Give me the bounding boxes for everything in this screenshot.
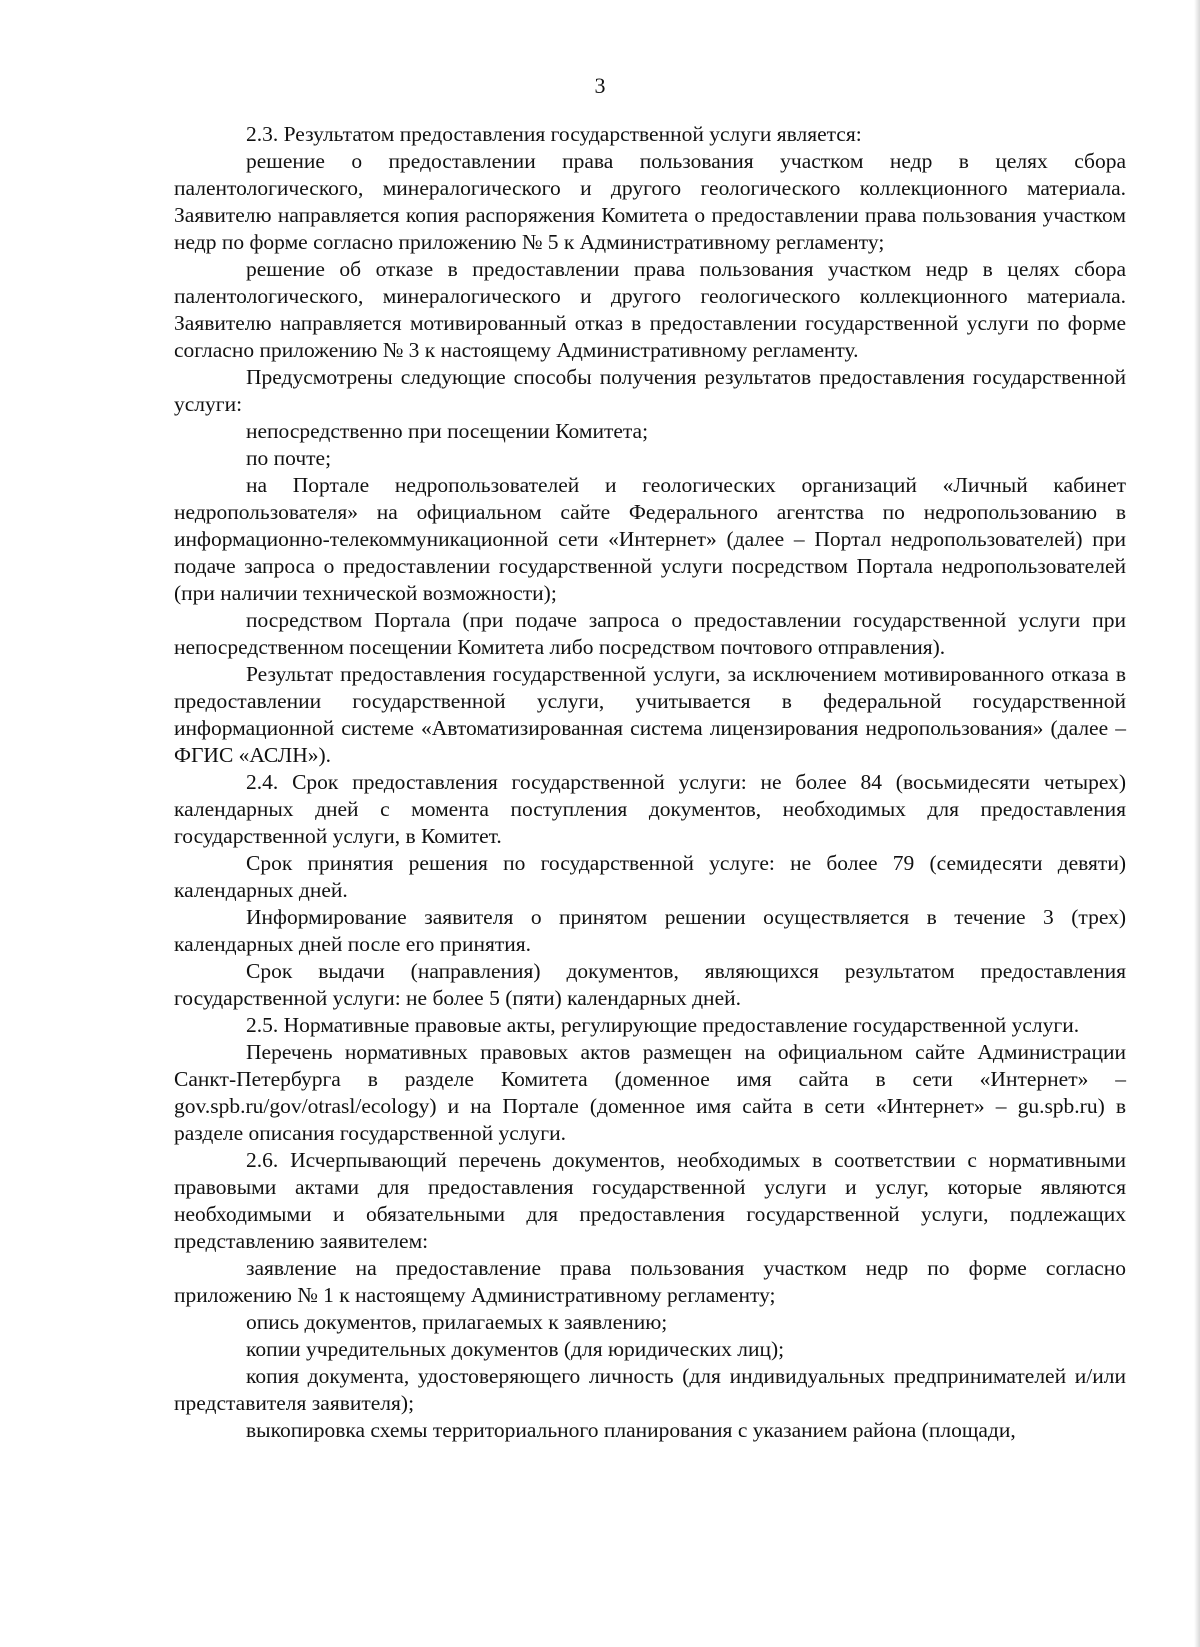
page-number: 3 xyxy=(594,73,606,98)
paragraph: копия документа, удостоверяющего личность (для индивидуальных предпринимателей и/или представителя заявителя); xyxy=(174,1364,1126,1415)
paragraph: непосредственно при посещении Комитета; xyxy=(246,419,649,443)
paragraph: по почте; xyxy=(246,446,332,470)
paragraph: Срок выдачи (направления) документов, являющихся результатом предоставления государственной услуги: не более 5 (пяти) календарных дней. xyxy=(174,959,1126,1010)
paragraph: посредством Портала (при подаче запроса о предоставлении государственной услуги при непосредственном посещении Комитета либо посредством почтового отправления). xyxy=(174,608,1126,659)
paragraph: выкопировка схемы территориального планирования с указанием района (площади, xyxy=(246,1418,1016,1442)
paragraph: Результат предоставления государственной услуги, за исключением мотивированного отказа в предоставлении государственной услуги, учитывается в федеральной государственной информационной системе «Автоматизированная система лицензирования недропользования» (далее – ФГИС «АСЛН»). xyxy=(174,662,1126,767)
paragraph: решение о предоставлении права пользования участком недр в целях сбора палентологического, минералогического и другого геологического коллекционного материала. Заявителю направляется копия распоряжения Комитета о предоставлении права пользования участком недр по форме согласно приложению № 5 к Административному регламенту; xyxy=(174,149,1126,254)
paragraph: решение об отказе в предоставлении права пользования участком недр в целях сбора палентологического, минералогического и другого геологического коллекционного материала. Заявителю направляется мотивированный отказ в предоставлении государственной услуги по форме согласно приложению № 3 к настоящему Административному регламенту. xyxy=(174,257,1126,362)
paragraph: 2.6. Исчерпывающий перечень документов, необходимых в соответствии с нормативными правовыми актами для предоставления государственной услуги и услуг, которые являются необходимыми и обязательными для предоставления государственной услуги, подлежащих представлению заявителем: xyxy=(174,1148,1126,1253)
paragraph: Информирование заявителя о принятом решении осуществляется в течение 3 (трех) календарных дней после его принятия. xyxy=(174,905,1126,956)
paragraph: 2.3. Результатом предоставления государственной услуги является: xyxy=(246,122,862,146)
paragraph: 2.4. Срок предоставления государственной услуги: не более 84 (восьмидесяти четырех) календарных дней с момента поступления документов, необходимых для предоставления государственной услуги, в Комитет. xyxy=(174,770,1126,848)
document-body xyxy=(174,121,1126,1444)
paragraph: Перечень нормативных правовых актов размещен на официальном сайте Администрации Санкт-Петербурга в разделе Комитета (доменное имя сайта в сети «Интернет» – gov.spb.ru/gov/otrasl/ecology) и на Портале (доменное имя сайта в сети «Интернет» – gu.spb.ru) в разделе описания государственной услуги. xyxy=(174,1040,1126,1145)
paragraph: копии учредительных документов (для юридических лиц); xyxy=(246,1337,785,1361)
paragraph: 2.5. Нормативные правовые акты, регулирующие предоставление государственной услуги. xyxy=(246,1013,1080,1037)
paragraph: Предусмотрены следующие способы получения результатов предоставления государственной услуги: xyxy=(174,365,1126,416)
paragraph: на Портале недропользователей и геологических организаций «Личный кабинет недропользователя» на официальном сайте Федерального агентства по недропользованию в информационно-телекоммуникационной сети «Интернет» (далее – Портал недропользователей) при подаче запроса о предоставлении государственной услуги посредством Портала недропользователей (при наличии технической возможности); xyxy=(174,473,1126,605)
paragraph: заявление на предоставление права пользования участком недр по форме согласно приложению № 1 к настоящему Административному регламенту; xyxy=(174,1256,1126,1307)
paragraph: Срок принятия решения по государственной услуге: не более 79 (семидесяти девяти) календарных дней. xyxy=(174,851,1126,902)
paragraph: опись документов, прилагаемых к заявлению; xyxy=(246,1310,668,1334)
page-edge-shadow xyxy=(1194,0,1200,1647)
